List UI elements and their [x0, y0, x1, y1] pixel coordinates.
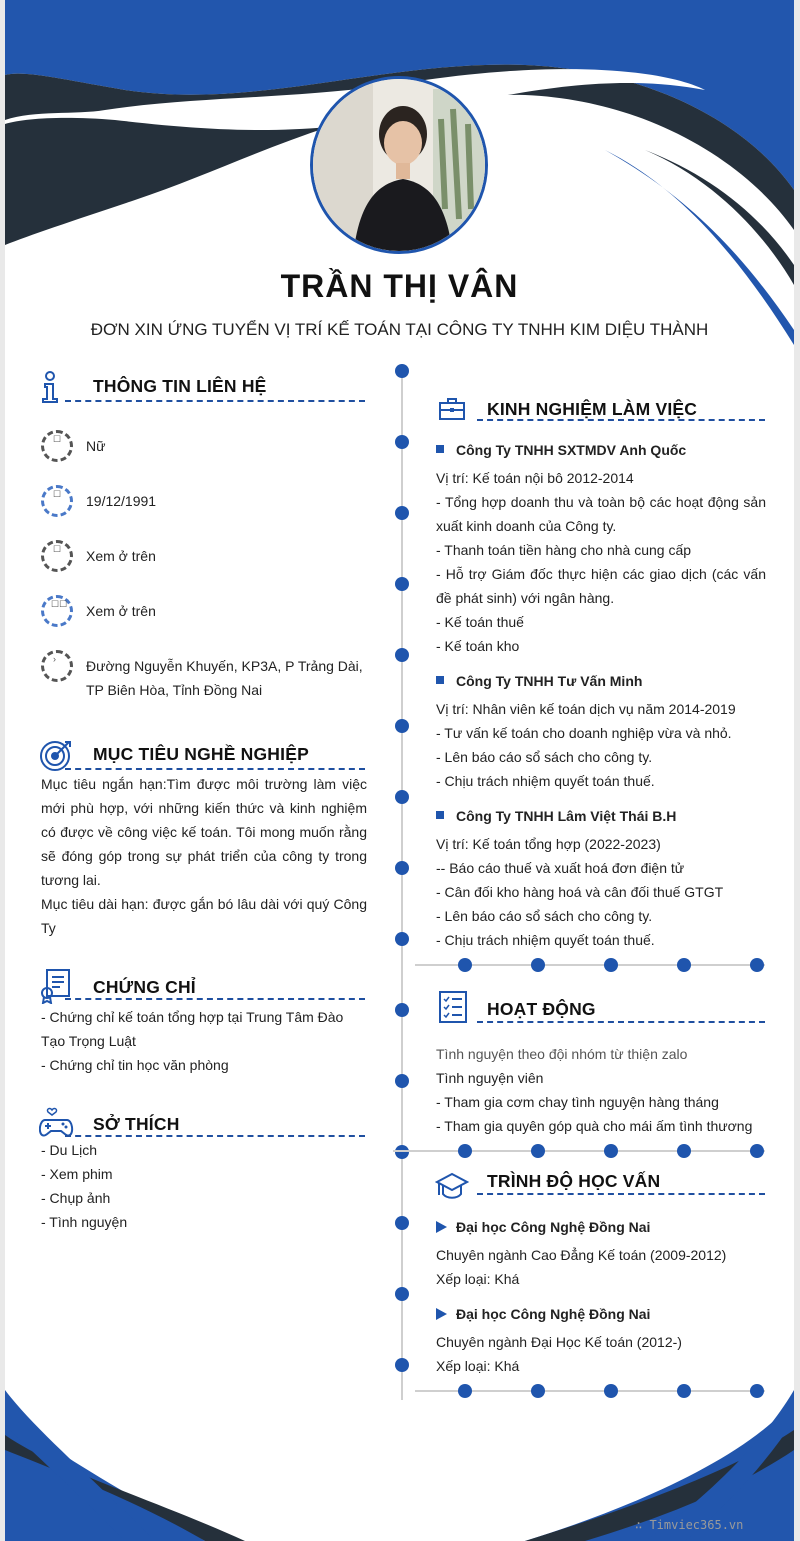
timeline-dot: [395, 861, 409, 875]
timeline-dot: [395, 932, 409, 946]
timeline-dot: [395, 1003, 409, 1017]
school-grade: Xếp loại: Khá: [436, 1358, 520, 1374]
separator-dot: [677, 1144, 691, 1158]
certificate-item: - Chứng chỉ kế toán tổng hợp tại Trung Tâm Đào Tạo Trọng Luật: [41, 1009, 344, 1049]
timeline-dot: [395, 364, 409, 378]
separator-dot: [531, 1144, 545, 1158]
timeline-dot: [395, 1074, 409, 1088]
timeline-dot: [395, 1358, 409, 1372]
objective-section-title: MỤC TIÊU NGHỀ NGHIỆP: [93, 744, 309, 764]
certificate-item: - Chứng chỉ tin học văn phòng: [41, 1057, 229, 1073]
address-line-1: Đường Nguyễn Khuyến, KP3A, P Trảng Dài,: [86, 658, 363, 674]
hobby-item: - Xem phim: [41, 1166, 113, 1182]
section-divider: [65, 400, 365, 402]
separator-dot: [458, 958, 472, 972]
email-icon: ☐☐: [41, 595, 73, 627]
watermark: ∴ Timviec365.vn: [635, 1518, 744, 1532]
separator-dot: [531, 958, 545, 972]
gender-icon: ☐: [41, 430, 73, 462]
hobby-item: - Chụp ảnh: [41, 1190, 111, 1206]
avatar: [310, 76, 488, 254]
timeline-dot: [395, 1216, 409, 1230]
school-grade: Xếp loại: Khá: [436, 1271, 520, 1287]
job-duty: - Cân đối kho hàng hoá và cân đối thuế GTGT: [436, 884, 724, 900]
separator-dot: [604, 958, 618, 972]
separator-dot: [750, 1144, 764, 1158]
job-duty: -- Báo cáo thuế và xuất hoá đơn điện tử: [436, 860, 685, 876]
briefcase-icon: [438, 397, 466, 421]
hobby-item: - Tình nguyện: [41, 1214, 128, 1230]
certificates-section-title: CHỨNG CHỈ: [93, 977, 196, 997]
hobby-item: - Du Lịch: [41, 1142, 98, 1158]
separator-dot: [604, 1384, 618, 1398]
timeline-dot: [395, 506, 409, 520]
separator-dot: [750, 958, 764, 972]
graduation-cap-icon: [435, 1171, 469, 1203]
school-major: Chuyên ngành Cao Đẳng Kế toán (2009-2012): [436, 1247, 727, 1263]
job-role: Vị trí: Kế toán nội bô 2012-2014: [436, 470, 634, 486]
activity-role: Tình nguyện viên: [436, 1070, 544, 1086]
cv-paper: [5, 0, 794, 1541]
section-divider: [65, 1135, 365, 1137]
section-divider: [477, 1193, 765, 1195]
job-duty: - Tổng hợp doanh thu và toàn bộ các hoạt động sản xuất kinh doanh của Công ty.: [436, 494, 766, 534]
school-name: Đại học Công Nghệ Đồng Nai: [436, 1306, 650, 1322]
gender-value: Nữ: [86, 438, 106, 454]
short-term-objective: Mục tiêu ngắn hạn:Tìm được môi trường làm việc mới phù hợp, với những kiến thức và kinh nghiệm có được về công việc kế toán. Tôi mong muốn rằng sẽ đóng góp trong sự phát triển của công ty trong tương lai.: [41, 776, 367, 888]
job-duty: - Chịu trách nhiệm quyết toán thuế.: [436, 773, 655, 789]
target-icon: [39, 738, 73, 772]
birthday-icon: ☐: [41, 485, 73, 517]
timeline-dot: [395, 435, 409, 449]
separator-dot: [677, 958, 691, 972]
timeline-dot: [395, 1145, 409, 1159]
education-section-title: TRÌNH ĐỘ HỌC VẤN: [487, 1171, 661, 1191]
job-duty: - Tư vấn kế toán cho doanh nghiệp vừa và nhỏ.: [436, 725, 732, 741]
job-duty: - Kế toán thuế: [436, 614, 524, 630]
email-value: Xem ở trên: [86, 603, 156, 619]
phone-icon: ☐: [41, 540, 73, 572]
timeline-dot: [395, 719, 409, 733]
separator-dot: [604, 1144, 618, 1158]
timeline-dot: [395, 648, 409, 662]
separator-dot: [750, 1384, 764, 1398]
section-divider: [477, 419, 765, 421]
experience-section-title: KINH NGHIỆM LÀM VIỆC: [487, 399, 698, 419]
activities-section-title: HOẠT ĐỘNG: [487, 999, 596, 1019]
separator-dot: [458, 1144, 472, 1158]
contact-section-title: THÔNG TIN LIÊN HỆ: [93, 376, 267, 396]
activity-item: - Tham gia cơm chay tình nguyện hàng tháng: [436, 1094, 719, 1110]
checklist-icon: [438, 990, 468, 1024]
applied-position: ĐƠN XIN ỨNG TUYỂN VỊ TRÍ KẾ TOÁN TẠI CÔNG TY TNHH KIM DIỆU THÀNH: [90, 320, 709, 339]
job-duty: - Lên báo cáo sổ sách cho công ty.: [436, 749, 653, 765]
phone-value: Xem ở trên: [86, 548, 156, 564]
timeline-dot: [395, 790, 409, 804]
job-duty: - Lên báo cáo sổ sách cho công ty.: [436, 908, 653, 924]
gamepad-icon: [39, 1106, 75, 1138]
school-name: Đại học Công Nghệ Đồng Nai: [436, 1219, 650, 1235]
activity-item: - Tham gia quyên góp quà cho mái ấm tình thương: [436, 1118, 753, 1134]
job-duty: - Chịu trách nhiệm quyết toán thuế.: [436, 932, 655, 948]
timeline-dot: [395, 1287, 409, 1301]
separator-dot: [531, 1384, 545, 1398]
separator-dot: [458, 1384, 472, 1398]
hobbies-section-title: SỞ THÍCH: [93, 1114, 180, 1134]
job-role: Vị trí: Nhân viên kế toán dịch vụ năm 2014-2019: [436, 701, 736, 717]
timeline-dot: [395, 577, 409, 591]
job-duty: - Hỗ trợ Giám đốc thực hiện các giao dịch (các vấn đề phát sinh) với ngân hàng.: [436, 566, 766, 606]
activity-organization: Tình nguyện theo đội nhóm từ thiện zalo: [436, 1046, 688, 1062]
birthday-value: 19/12/1991: [86, 493, 157, 509]
long-term-objective: Mục tiêu dài hạn: được gắn bó lâu dài với quý Công Ty: [41, 896, 367, 936]
job-company: Công Ty TNHH Tư Vấn Minh: [436, 673, 642, 689]
job-role: Vị trí: Kế toán tổng hợp (2022-2023): [436, 836, 661, 852]
section-divider: [65, 768, 365, 770]
candidate-name: TRẦN THỊ VÂN: [280, 268, 519, 304]
info-icon: [39, 371, 61, 403]
school-major: Chuyên ngành Đại Học Kế toán (2012-): [436, 1334, 682, 1350]
separator-dot: [677, 1384, 691, 1398]
section-divider: [65, 998, 365, 1000]
section-divider: [477, 1021, 765, 1023]
horizontal-separator: [393, 1150, 765, 1152]
job-duty: - Kế toán kho: [436, 638, 520, 654]
job-company: Công Ty TNHH Lâm Việt Thái B.H: [436, 808, 676, 824]
job-duty: - Thanh toán tiền hàng cho nhà cung cấp: [436, 542, 692, 558]
location-icon: ›: [41, 650, 73, 682]
job-company: Công Ty TNHH SXTMDV Anh Quốc: [436, 442, 686, 458]
address-line-2: TP Biên Hòa, Tỉnh Đồng Nai: [86, 682, 263, 698]
